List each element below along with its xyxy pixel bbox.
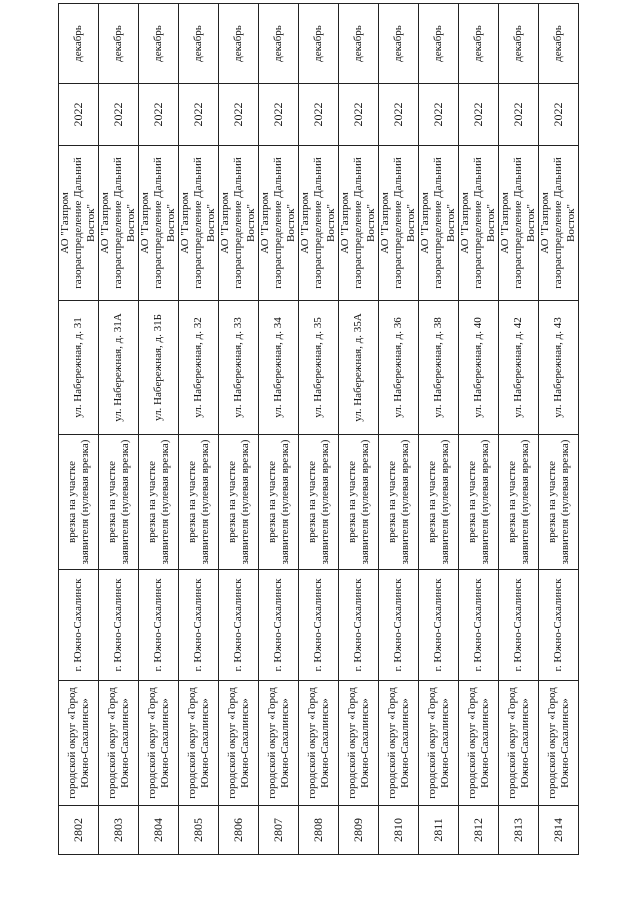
row-number-cell: 2810: [379, 806, 419, 855]
work-type-cell: врезка на участке заявителя (нулевая врезка): [539, 435, 579, 570]
work-type-cell: врезка на участке заявителя (нулевая врезка): [219, 435, 259, 570]
address-cell: ул. Набережная, д. 35: [299, 301, 339, 435]
year-cell: 2022: [299, 84, 339, 146]
table-row: [459, 4, 499, 855]
year-cell: 2022: [59, 84, 99, 146]
table-row: [99, 4, 139, 855]
organization-cell: АО "Газпром газораспределение Дальний Восток": [139, 146, 179, 301]
work-type-cell: врезка на участке заявителя (нулевая врезка): [299, 435, 339, 570]
month-cell: декабрь: [459, 4, 499, 84]
work-type-cell: врезка на участке заявителя (нулевая врезка): [259, 435, 299, 570]
month-cell: декабрь: [99, 4, 139, 84]
address-cell: ул. Набережная, д. 43: [539, 301, 579, 435]
locality-cell: г. Южно-Сахалинск: [99, 570, 139, 681]
row-number-cell: 2809: [339, 806, 379, 855]
table-row: [419, 4, 459, 855]
locality-cell: г. Южно-Сахалинск: [459, 570, 499, 681]
work-type-cell: врезка на участке заявителя (нулевая врезка): [499, 435, 539, 570]
table-body: [59, 4, 579, 855]
row-number-cell: 2811: [419, 806, 459, 855]
table-row: [179, 4, 219, 855]
month-cell: декабрь: [179, 4, 219, 84]
month-cell: декабрь: [299, 4, 339, 84]
year-cell: 2022: [259, 84, 299, 146]
address-cell: ул. Набережная, д. 40: [459, 301, 499, 435]
row-number-cell: 2804: [139, 806, 179, 855]
work-type-cell: врезка на участке заявителя (нулевая врезка): [99, 435, 139, 570]
organization-cell: АО "Газпром газораспределение Дальний Восток": [539, 146, 579, 301]
month-cell: декабрь: [379, 4, 419, 84]
table-row: [59, 4, 99, 855]
organization-cell: АО "Газпром газораспределение Дальний Восток": [219, 146, 259, 301]
organization-cell: АО "Газпром газораспределение Дальний Восток": [459, 146, 499, 301]
year-cell: 2022: [379, 84, 419, 146]
year-cell: 2022: [179, 84, 219, 146]
locality-cell: г. Южно-Сахалинск: [419, 570, 459, 681]
municipality-cell: городской округ «Город Южно-Сахалинск»: [299, 681, 339, 806]
address-cell: ул. Набережная, д. 35А: [339, 301, 379, 435]
municipality-cell: городской округ «Город Южно-Сахалинск»: [499, 681, 539, 806]
organization-cell: АО "Газпром газораспределение Дальний Восток": [419, 146, 459, 301]
locality-cell: г. Южно-Сахалинск: [499, 570, 539, 681]
work-type-cell: врезка на участке заявителя (нулевая врезка): [339, 435, 379, 570]
row-number-cell: 2805: [179, 806, 219, 855]
year-cell: 2022: [419, 84, 459, 146]
row-number-cell: 2803: [99, 806, 139, 855]
municipality-cell: городской округ «Город Южно-Сахалинск»: [59, 681, 99, 806]
year-cell: 2022: [339, 84, 379, 146]
address-cell: ул. Набережная, д. 36: [379, 301, 419, 435]
municipality-cell: городской округ «Город Южно-Сахалинск»: [379, 681, 419, 806]
work-type-cell: врезка на участке заявителя (нулевая врезка): [59, 435, 99, 570]
address-cell: ул. Набережная, д. 33: [219, 301, 259, 435]
municipality-cell: городской округ «Город Южно-Сахалинск»: [459, 681, 499, 806]
month-cell: декабрь: [419, 4, 459, 84]
gasification-table: [58, 3, 579, 855]
month-cell: декабрь: [339, 4, 379, 84]
address-cell: ул. Набережная, д. 32: [179, 301, 219, 435]
row-number-cell: 2814: [539, 806, 579, 855]
locality-cell: г. Южно-Сахалинск: [139, 570, 179, 681]
organization-cell: АО "Газпром газораспределение Дальний Восток": [99, 146, 139, 301]
address-cell: ул. Набережная, д. 42: [499, 301, 539, 435]
row-number-cell: 2808: [299, 806, 339, 855]
table-row: [259, 4, 299, 855]
municipality-cell: городской округ «Город Южно-Сахалинск»: [419, 681, 459, 806]
organization-cell: АО "Газпром газораспределение Дальний Восток": [499, 146, 539, 301]
month-cell: декабрь: [539, 4, 579, 84]
municipality-cell: городской округ «Город Южно-Сахалинск»: [259, 681, 299, 806]
month-cell: декабрь: [499, 4, 539, 84]
municipality-cell: городской округ «Город Южно-Сахалинск»: [179, 681, 219, 806]
row-number-cell: 2806: [219, 806, 259, 855]
month-cell: декабрь: [59, 4, 99, 84]
table-row: [499, 4, 539, 855]
address-cell: ул. Набережная, д. 31А: [99, 301, 139, 435]
organization-cell: АО "Газпром газораспределение Дальний Восток": [299, 146, 339, 301]
municipality-cell: городской округ «Город Южно-Сахалинск»: [539, 681, 579, 806]
work-type-cell: врезка на участке заявителя (нулевая врезка): [139, 435, 179, 570]
locality-cell: г. Южно-Сахалинск: [179, 570, 219, 681]
month-cell: декабрь: [259, 4, 299, 84]
month-cell: декабрь: [139, 4, 179, 84]
work-type-cell: врезка на участке заявителя (нулевая врезка): [379, 435, 419, 570]
locality-cell: г. Южно-Сахалинск: [59, 570, 99, 681]
table-row: [139, 4, 179, 855]
locality-cell: г. Южно-Сахалинск: [379, 570, 419, 681]
table-row: [379, 4, 419, 855]
row-number-cell: 2813: [499, 806, 539, 855]
row-number-cell: 2802: [59, 806, 99, 855]
table-row: [219, 4, 259, 855]
municipality-cell: городской округ «Город Южно-Сахалинск»: [219, 681, 259, 806]
address-cell: ул. Набережная, д. 38: [419, 301, 459, 435]
year-cell: 2022: [499, 84, 539, 146]
municipality-cell: городской округ «Город Южно-Сахалинск»: [99, 681, 139, 806]
year-cell: 2022: [459, 84, 499, 146]
address-cell: ул. Набережная, д. 31Б: [139, 301, 179, 435]
locality-cell: г. Южно-Сахалинск: [539, 570, 579, 681]
organization-cell: АО "Газпром газораспределение Дальний Восток": [59, 146, 99, 301]
row-number-cell: 2812: [459, 806, 499, 855]
table-row: [339, 4, 379, 855]
year-cell: 2022: [539, 84, 579, 146]
table-row: [299, 4, 339, 855]
organization-cell: АО "Газпром газораспределение Дальний Восток": [179, 146, 219, 301]
organization-cell: АО "Газпром газораспределение Дальний Восток": [259, 146, 299, 301]
month-cell: декабрь: [219, 4, 259, 84]
organization-cell: АО "Газпром газораспределение Дальний Восток": [379, 146, 419, 301]
year-cell: 2022: [139, 84, 179, 146]
locality-cell: г. Южно-Сахалинск: [219, 570, 259, 681]
row-number-cell: 2807: [259, 806, 299, 855]
work-type-cell: врезка на участке заявителя (нулевая врезка): [459, 435, 499, 570]
table-row: [539, 4, 579, 855]
year-cell: 2022: [219, 84, 259, 146]
municipality-cell: городской округ «Город Южно-Сахалинск»: [339, 681, 379, 806]
locality-cell: г. Южно-Сахалинск: [339, 570, 379, 681]
locality-cell: г. Южно-Сахалинск: [299, 570, 339, 681]
address-cell: ул. Набережная, д. 31: [59, 301, 99, 435]
municipality-cell: городской округ «Город Южно-Сахалинск»: [139, 681, 179, 806]
work-type-cell: врезка на участке заявителя (нулевая врезка): [179, 435, 219, 570]
year-cell: 2022: [99, 84, 139, 146]
work-type-cell: врезка на участке заявителя (нулевая врезка): [419, 435, 459, 570]
organization-cell: АО "Газпром газораспределение Дальний Восток": [339, 146, 379, 301]
locality-cell: г. Южно-Сахалинск: [259, 570, 299, 681]
address-cell: ул. Набережная, д. 34: [259, 301, 299, 435]
